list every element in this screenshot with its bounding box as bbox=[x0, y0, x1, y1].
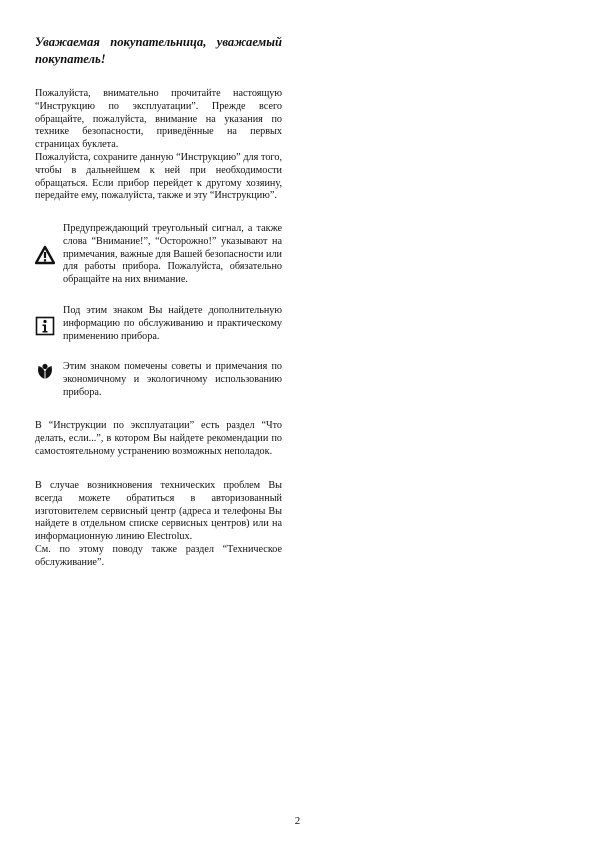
intro-paragraph: Пожалуйста, сохраните данную “Инструкцию” для того, чтобы в дальнейшем к ней при необходимости обращаться. Если прибор перейдет к другому хозяину, передайте ему, пожалуйста, также и эту “Инструкцию”. bbox=[35, 151, 282, 202]
service-paragraph: См. по этому поводу также раздел “Техническое обслуживание”. bbox=[35, 543, 282, 568]
service-paragraph: В случае возникновения технических проблем Вы всегда можете обратиться в авторизованный изготовителем сервисный центр (адреса и телефоны Вы найдете в отдельном списке сервисных центров) или на информационную линию Electrolux. bbox=[35, 480, 282, 543]
troubleshooting-paragraph: В “Инструкции по эксплуатации” есть раздел “Что делать, если...”, в котором Вы найдете рекомендации по самостоятельному устранению возможных неполадок. bbox=[35, 420, 282, 457]
intro-section bbox=[35, 88, 282, 203]
troubleshooting-section bbox=[35, 420, 282, 458]
warning-note-text: Предупреждающий треугольный сигнал, а также слова “Внимание!”, “Осторожно!” указывают на примечания, важные для Вашей безопасности или для работы прибора. Пожалуйста, обязательно обращайте на них внимание. bbox=[63, 223, 282, 286]
eco-leaf-icon bbox=[35, 362, 55, 382]
page-title: Уважаемая покупательница, уважаемый покупатель! bbox=[35, 35, 282, 66]
page-number: 2 bbox=[294, 815, 301, 827]
eco-note-text: Этим знаком помечены советы и примечания по экономичному и экологичному использованию прибора. bbox=[63, 361, 282, 398]
service-section bbox=[35, 480, 282, 570]
info-icon bbox=[35, 316, 55, 336]
warning-triangle-icon bbox=[35, 245, 55, 265]
info-note-text: Под этим знаком Вы найдете дополнительную информацию по обслуживанию и практическому применению прибора. bbox=[63, 305, 282, 342]
intro-paragraph: Пожалуйста, внимательно прочитайте настоящую “Инструкцию по эксплуатации”. Прежде всего обращайте, пожалуйста, внимание на указания по технике безопасности, приведённые на первых страницах буклета. bbox=[35, 88, 282, 151]
